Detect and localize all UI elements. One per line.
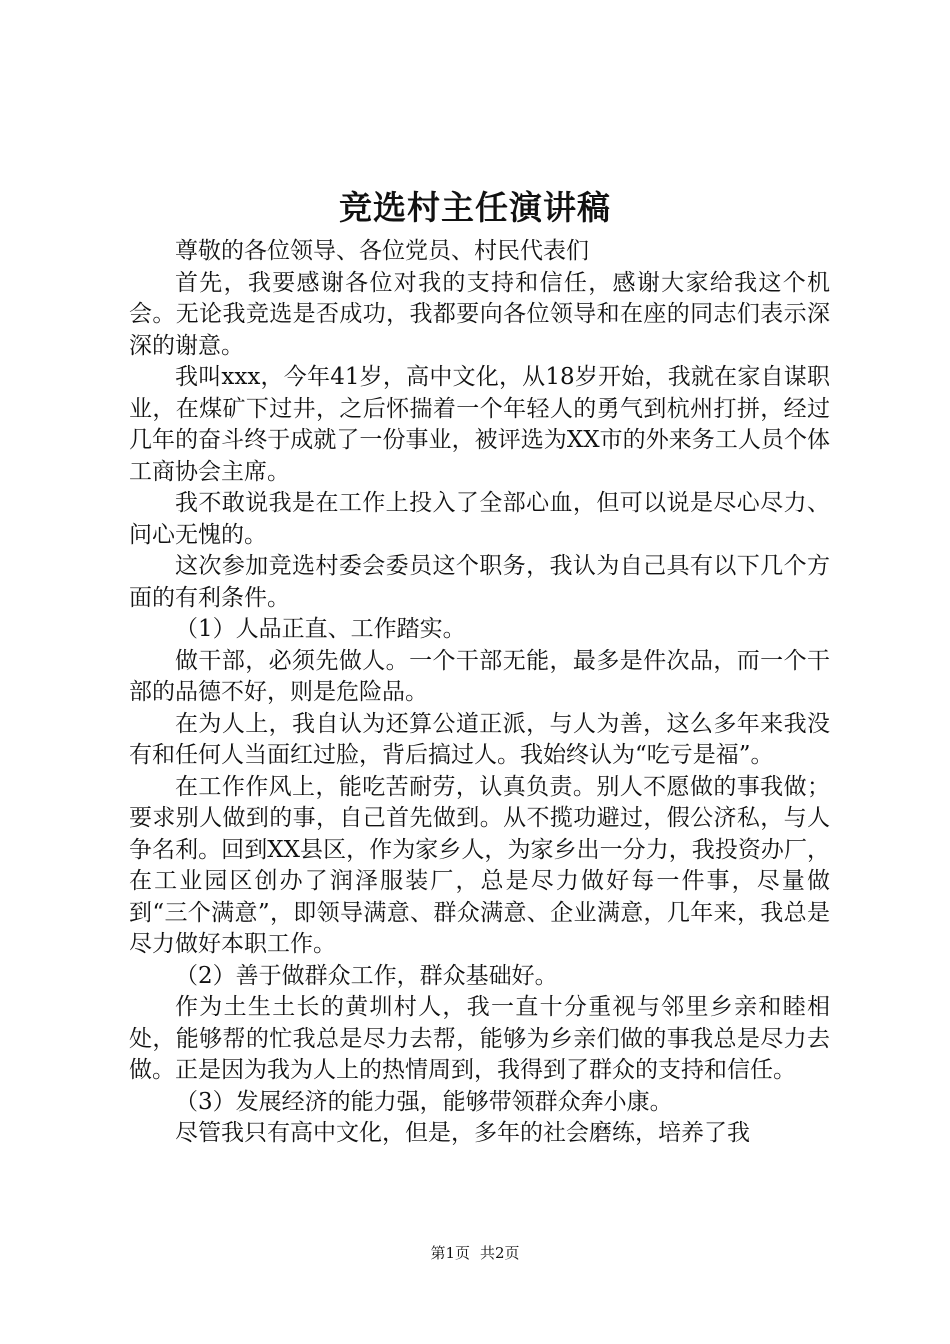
- paragraph: 我不敢说我是在工作上投入了全部心血，但可以说是尽心尽力、问心无愧的。: [129, 490, 830, 548]
- page-total: 共2页: [480, 1244, 520, 1262]
- paragraph: 我叫xxx，今年41岁，高中文化，从18岁开始，我就在家自谋职业，在煤矿下过井，之后怀揣着一个年轻人的勇气到杭州打拼，经过几年的奋斗终于成就了一份事业，被评选为XX市的外来务工人员个体工商协会主席。: [129, 364, 830, 485]
- paragraph: 做干部，必须先做人。一个干部无能，最多是件次品，而一个干部的品德不好，则是危险品。: [129, 647, 830, 705]
- section-heading: （3）发展经济的能力强，能够带领群众奔小康。: [175, 1088, 673, 1115]
- document-title: 竞选村主任演讲稿: [339, 188, 611, 227]
- paragraph: 首先，我要感谢各位对我的支持和信任，感谢大家给我这个机会。无论我竞选是否成功，我都要向各位领导和在座的同志们表示深深的谢意。: [129, 269, 830, 359]
- page-footer: [0, 1242, 950, 1264]
- paragraph: 作为土生土长的黄圳村人，我一直十分重视与邻里乡亲和睦相处，能够帮的忙我总是尽力去帮，能够为乡亲们做的事我总是尽力去做。正是因为我为人上的热情周到，我得到了群众的支持和信任。: [129, 994, 830, 1083]
- paragraph-salutation: 尊敬的各位领导、各位党员、村民代表们: [175, 238, 589, 264]
- paragraph: 在为人上，我自认为还算公道正派，与人为善，这么多年来我没有和任何人当面红过脸，背后搞过人。我始终认为“吃亏是福”。: [129, 710, 830, 768]
- paragraph: 这次参加竞选村委会委员这个职务，我认为自己具有以下几个方面的有利条件。: [129, 553, 830, 611]
- page-number: 第1页: [430, 1244, 470, 1262]
- section-heading: （1）人品正直、工作踏实。: [175, 616, 466, 642]
- paragraph: 在工作作风上，能吃苦耐劳，认真负责。别人不愿做的事我做；要求别人做到的事，自己首先做到。从不揽功避过，假公济私，与人争名利。回到XX县区，作为家乡人，为家乡出一分力，我投资办厂，在工业园区创办了润泽服装厂，总是尽力做好每一件事，尽量做到“三个满意”，即领导满意、群众满意、企业满意，几年来，我总是尽力做好本职工作。: [129, 773, 830, 957]
- paragraph: 尽管我只有高中文化，但是，多年的社会磨练，培养了我: [175, 1120, 750, 1146]
- section-heading: （2）善于做群众工作，群众基础好。: [175, 962, 558, 989]
- document-body: [129, 236, 830, 1150]
